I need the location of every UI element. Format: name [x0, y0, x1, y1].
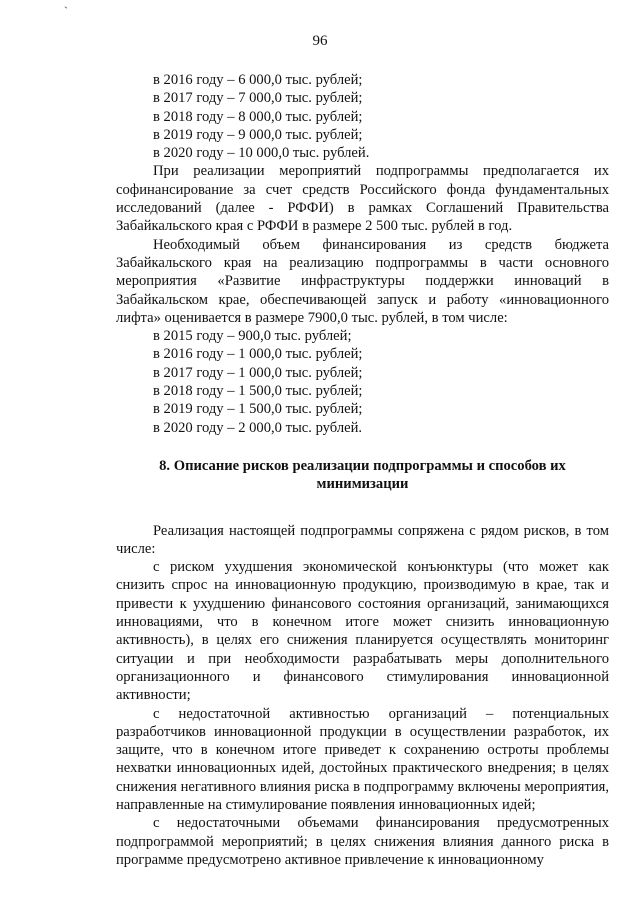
paragraph-risk-economic: с риском ухудшения экономической конъюнктуры (что может как снизить спрос на инновационную продукцию, производимую в крае, так и привести к ухудшению финансового состояния организаций, занимающихся инновациями, что в конечном итоге может снизить инновационную активность), в целях его снижения планируется осуществлять мониторинг ситуации и при необходимости разрабатывать меры дополнительного организационного и финансового стимулирования инновационной активности; — [116, 559, 609, 704]
document-body — [116, 71, 609, 869]
list-item: в 2015 году – 900,0 тыс. рублей; — [153, 328, 352, 345]
list-item: в 2018 году – 8 000,0 тыс. рублей; — [153, 108, 363, 125]
paragraph-cofinancing: При реализации мероприятий подпрограммы предполагается их софинансирование за счет средств Российского фонда фундаментальных исследований (далее - РФФИ) в рамках Соглашений Правительства Забайкальского края с РФФИ в размере 2 500 тыс. рублей в год. — [116, 163, 609, 235]
paragraph-risk-activity: с недостаточной активностью организаций – потенциальных разработчиков инновационной продукции в осуществлении разработок, их защите, что в конечном итоге приведет к сохранению остроты проблемы нехватки инновационных идей, достойных практического внедрения; в целях снижения негативного влияния риска в подпрограмму включены мероприятия, направленные на стимулирование появления инновационных идей; — [116, 705, 609, 813]
list-item: в 2017 году – 1 000,0 тыс. рублей; — [153, 364, 363, 381]
list-item: в 2016 году – 1 000,0 тыс. рублей; — [153, 346, 363, 363]
paragraph-risks-intro: Реализация настоящей подпрограммы сопряжена с рядом рисков, в том числе: — [116, 522, 609, 557]
paragraph-budget-needs: Необходимый объем финансирования из средств бюджета Забайкальского края на реализацию подпрограммы в части основного мероприятия «Развитие инфраструктуры поддержки инноваций в Забайкальском крае, обеспечивающей запуск и работу «инновационного лифта» оценивается в размере 7900,0 тыс. рублей, в том числе: — [116, 236, 609, 326]
list-item: в 2020 году – 10 000,0 тыс. рублей. — [153, 145, 370, 162]
list-item: в 2019 году – 1 500,0 тыс. рублей; — [153, 401, 363, 418]
page-number: 96 — [312, 33, 328, 49]
list-item: в 2020 году – 2 000,0 тыс. рублей. — [153, 419, 363, 436]
list-item: в 2018 году – 1 500,0 тыс. рублей; — [153, 383, 363, 400]
list-item: в 2016 году – 6 000,0 тыс. рублей; — [153, 72, 363, 88]
list-item: в 2017 году – 7 000,0 тыс. рублей; — [153, 90, 363, 107]
list-item: в 2019 году – 9 000,0 тыс. рублей; — [153, 126, 363, 143]
section-heading: 8. Описание рисков реализации подпрограммы и способов их минимизации — [159, 457, 566, 493]
paragraph-risk-funding: с недостаточными объемами финансирования предусмотренных подпрограммой мероприятий; в целях снижения влияния данного риска в программе предусмотрено активное привлечение к инновационному — [116, 815, 609, 868]
funding-list-budget — [116, 327, 609, 437]
scan-mark: ` — [64, 4, 68, 18]
funding-list-rffi — [116, 71, 609, 162]
